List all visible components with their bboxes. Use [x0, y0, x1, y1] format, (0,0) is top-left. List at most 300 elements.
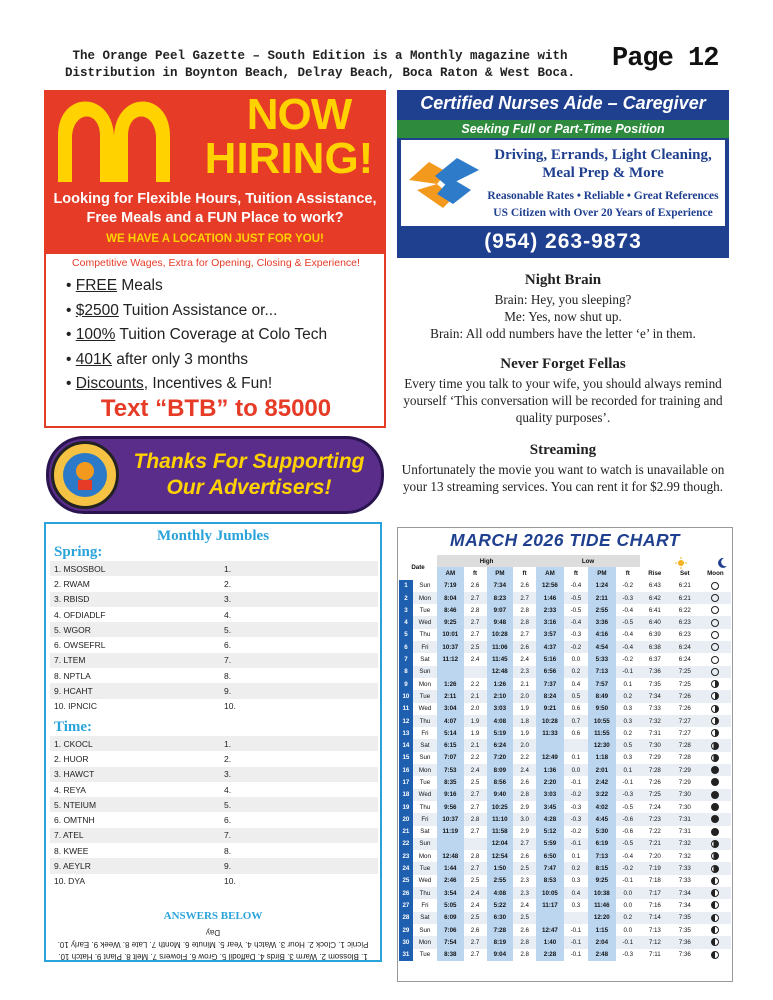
weekday: Thu: [419, 717, 431, 725]
low-am-ft: -0.3: [570, 815, 582, 823]
low-pm-time: 10:38: [588, 887, 616, 899]
low-am-time: 1:46: [536, 592, 564, 604]
low-pm-ft: -0.4: [622, 852, 634, 860]
sunset: 7:34: [678, 889, 691, 897]
sunrise: 7:30: [648, 742, 661, 750]
high-pm-time: 9:04: [487, 949, 514, 961]
tide-row: [399, 899, 731, 911]
benefit-item: • 401K after only 3 months: [66, 350, 249, 368]
low-pm-time: 9:50: [588, 703, 616, 715]
high-pm-ft: 2.3: [520, 668, 529, 676]
high-am-ft: 2.5: [470, 914, 480, 922]
high-am-ft: 2.1: [470, 692, 480, 700]
jumble-answer-blank[interactable]: 6.: [224, 815, 232, 826]
jumble-answer-blank[interactable]: 3.: [224, 769, 232, 780]
low-am-time: [536, 739, 564, 751]
high-pm-ft: 2.0: [520, 692, 529, 700]
low-pm-time: 1:15: [588, 924, 616, 936]
day-number: 17: [399, 776, 413, 788]
jumble-answer-blank[interactable]: 5.: [224, 799, 232, 810]
jumble-word: 8. NPTLA: [54, 670, 91, 681]
moon-phase-cell: [700, 666, 731, 678]
low-pm-ft: -0.3: [622, 594, 634, 602]
day-number: 31: [399, 949, 413, 961]
day-number: 6: [399, 641, 413, 653]
sunrise: 7:35: [648, 680, 661, 688]
weekday: Sat: [420, 656, 430, 664]
jumble-word: 4. REYA: [54, 784, 86, 795]
moon-phase-cell: [700, 629, 731, 641]
jumble-row: [50, 668, 378, 683]
moon-phase-icon: [711, 926, 719, 934]
high-am-time: 8:35: [437, 776, 464, 788]
weekday: Thu: [419, 631, 431, 639]
jumble-row: [50, 767, 378, 782]
answers-upside-down: 1. Blossom 2. Warm 3. Birds 4. Daffodil 5. Grow 6. Flowers 7. Melt 8. Plant 9. Hatch 10. Picnic 1. Clock 2. Hour 3. Watch 4. Year 5. Minute 6. Month 7. Late 8. Week 9. Early 10. Day: [57, 928, 369, 961]
low-pm-time: 7:57: [588, 678, 616, 690]
high-am-time: 2:46: [437, 875, 464, 887]
high-am-ft: 2.7: [470, 938, 480, 946]
low-pm-ft: 0.1: [623, 766, 633, 774]
high-am-time: 3:54: [437, 887, 464, 899]
moon-phase-icon: [711, 766, 719, 774]
low-am-ft: 0.1: [571, 852, 581, 860]
moon-phase-cell: [700, 592, 731, 604]
jumble-answer-blank[interactable]: 10.: [224, 701, 236, 712]
high-am-ft: 2.2: [470, 754, 480, 762]
low-am-ft: -0.3: [570, 803, 582, 811]
low-pm-time: 3:36: [588, 616, 616, 628]
jumble-answer-blank[interactable]: 6.: [224, 640, 232, 651]
high-am-time: 7:07: [437, 752, 464, 764]
weekday: Tue: [419, 778, 431, 786]
high-am-ft: 2.7: [470, 631, 480, 639]
low-am-time: 7:37: [536, 678, 564, 690]
sunset: 7:36: [678, 938, 691, 946]
high-am-ft: 2.0: [470, 705, 480, 713]
weekday: Tue: [419, 692, 431, 700]
weekday: Tue: [419, 606, 431, 614]
low-pm-ft: -0.1: [622, 778, 634, 786]
tide-row: [399, 862, 731, 874]
weekday: Sat: [420, 914, 430, 922]
low-am-time: 2:33: [536, 604, 564, 616]
high-am-ft: 2.6: [470, 582, 480, 590]
jumble-answer-blank[interactable]: 5.: [224, 624, 232, 635]
services-text: [483, 146, 723, 182]
tide-row: [399, 678, 731, 690]
tide-row: [399, 924, 731, 936]
sunset: 7:27: [678, 717, 691, 725]
high-am-time: 5:14: [437, 727, 464, 739]
moon-phase-cell: [700, 875, 731, 887]
high-pm-ft: 2.3: [520, 877, 529, 885]
moon-header: Moon: [707, 569, 724, 577]
weekday: Mon: [418, 938, 431, 946]
moon-phase-cell: [700, 678, 731, 690]
high-pm-ft: 2.9: [520, 803, 529, 811]
day-number: 19: [399, 801, 413, 813]
caregiver-ad[interactable]: [397, 90, 729, 258]
jumble-answer-blank[interactable]: 7.: [224, 655, 232, 666]
jumble-row: [50, 858, 378, 873]
moon-phase-cell: [700, 862, 731, 874]
weekday: Tue: [419, 951, 431, 959]
high-pm-ft: 2.8: [520, 619, 529, 627]
joke-never-forget: [397, 356, 729, 426]
low-am-time: 11:17: [536, 899, 564, 911]
moon-phase-cell: [700, 850, 731, 862]
sunset: 7:30: [678, 803, 691, 811]
jumble-word: 4. OFDIADLF: [54, 609, 106, 620]
low-pm-ft: -0.3: [622, 951, 634, 959]
moon-phase-icon: [711, 717, 719, 725]
golden-arches-logo: [52, 96, 182, 186]
jumble-row: [50, 683, 378, 698]
moon-phase-cell: [700, 838, 731, 850]
high-pm-time: 8:23: [487, 592, 514, 604]
sunset: 6:21: [678, 594, 691, 602]
moon-phase-cell: [700, 715, 731, 727]
high-pm-ft: 2.1: [520, 680, 529, 688]
low-am-time: 6:50: [536, 850, 564, 862]
low-pm-time: 4:45: [588, 813, 616, 825]
tide-row: [399, 752, 731, 764]
high-pm-time: 7:28: [487, 924, 514, 936]
sunrise: 7:14: [648, 914, 661, 922]
jumble-row: [50, 736, 378, 751]
high-pm-time: 11:45: [487, 653, 514, 665]
low-am-ft: [564, 739, 588, 751]
low-am-time: 5:59: [536, 838, 564, 850]
weekday: Fri: [421, 901, 429, 909]
sunset: 7:25: [678, 680, 691, 688]
day-number: 9: [399, 678, 413, 690]
low-am-time: 1:36: [536, 764, 564, 776]
handshake-icon: [407, 150, 481, 214]
high-am-ft: 2.8: [470, 852, 480, 860]
day-number: 2: [399, 592, 413, 604]
high-am-time: 1:44: [437, 862, 464, 874]
high-am-time: 10:37: [437, 641, 464, 653]
sunrise: 7:32: [648, 717, 661, 725]
high-pm-time: 9:07: [487, 604, 514, 616]
tide-table: [399, 555, 731, 961]
jumble-row: [50, 874, 378, 889]
low-am-ft: -0.1: [570, 840, 582, 848]
weekday: Mon: [418, 766, 431, 774]
high-am-ft: 2.7: [470, 594, 480, 602]
weekday: Mon: [418, 680, 431, 688]
benefit-item: • Discounts, Incentives & Fun!: [66, 375, 273, 392]
jumble-answer-blank[interactable]: 1.: [224, 738, 232, 749]
high-pm-time: 5:19: [487, 727, 514, 739]
low-am-ft: -0.5: [570, 594, 582, 602]
low-pm-ft: 0.1: [623, 680, 633, 688]
high-am-ft: 2.4: [470, 656, 480, 664]
low-pm-ft: 0.5: [623, 742, 633, 750]
low-am-ft: 0.5: [571, 692, 581, 700]
weekday: Wed: [418, 619, 432, 627]
low-am-time: 4:28: [536, 813, 564, 825]
jumble-word: 5. WGOR: [54, 624, 91, 635]
sunrise: 7:11: [649, 951, 661, 959]
high-am-ft: 2.5: [470, 778, 480, 786]
sunrise: 7:17: [648, 889, 661, 897]
day-number: 11: [399, 703, 413, 715]
low-am-ft: 0.4: [571, 889, 581, 897]
tide-row: [399, 789, 731, 801]
day-number: 12: [399, 715, 413, 727]
moon-phase-cell: [700, 776, 731, 788]
high-am-time: 8:04: [437, 592, 464, 604]
moon-phase-icon: [711, 631, 719, 639]
jumble-word: 2. HUOR: [54, 753, 89, 764]
high-pm-ft: 2.4: [520, 901, 529, 909]
moon-phase-icon: [711, 951, 719, 959]
jumble-row: [50, 561, 378, 576]
joke-line: Every time you talk to your wife, you should always remind yourself ‘This conversation will be recorded for training and quality purposes’.: [403, 376, 723, 425]
day-number: 5: [399, 629, 413, 641]
low-pm-time: 2:55: [588, 604, 616, 616]
jumble-word: 2. RWAM: [54, 578, 90, 589]
high-am-time: 4:07: [437, 715, 464, 727]
moon-phase-icon: [711, 619, 719, 627]
tide-row: [399, 592, 731, 604]
low-pm-time: 8:15: [588, 862, 616, 874]
moon-phase-icon: [711, 791, 719, 799]
low-am-ft: -0.2: [570, 828, 582, 836]
tide-row: [399, 616, 731, 628]
day-number: 10: [399, 690, 413, 702]
low-pm-ft: 0.0: [623, 926, 633, 934]
jumble-answer-blank[interactable]: 10.: [224, 876, 236, 887]
high-pm-time: 8:19: [487, 936, 514, 948]
low-pm-time: 8:49: [588, 690, 616, 702]
moon-phase-icon: [711, 828, 719, 836]
ft-header: ft: [573, 569, 578, 577]
low-pm-ft: -0.4: [622, 631, 634, 639]
sunrise: 6:42: [648, 594, 661, 602]
tide-row: [399, 813, 731, 825]
low-pm-ft: -0.5: [622, 803, 634, 811]
high-pm-time: 12:48: [487, 666, 514, 678]
low-pm-ft: -0.3: [622, 791, 634, 799]
tide-row: [399, 703, 731, 715]
tide-row: [399, 850, 731, 862]
high-am-ft: [464, 666, 487, 678]
ft-header: ft: [473, 569, 478, 577]
weekday: Wed: [418, 877, 432, 885]
moon-phase-cell: [700, 826, 731, 838]
high-am-time: 7:19: [437, 580, 464, 592]
low-am-time: 5:12: [536, 826, 564, 838]
high-pm-time: 12:54: [487, 850, 514, 862]
low-am-ft: -0.1: [570, 926, 582, 934]
sunrise: 6:38: [648, 643, 661, 651]
high-pm-ft: 2.5: [520, 914, 529, 922]
weekday: Sun: [419, 840, 431, 848]
sunrise: 6:39: [648, 631, 661, 639]
high-pm-ft: 2.6: [520, 582, 529, 590]
tide-chart: [397, 527, 733, 982]
moon-phase-icon: [711, 668, 719, 676]
sunrise: 7:29: [648, 754, 661, 762]
low-pm-time: 2:01: [588, 764, 616, 776]
jumble-answer-blank[interactable]: 4.: [224, 609, 232, 620]
low-am-ft: 0.0: [571, 766, 581, 774]
set-header: Set: [679, 569, 690, 577]
tide-row: [399, 776, 731, 788]
jumble-word: 3. RBISD: [54, 594, 90, 605]
tide-row: [399, 715, 731, 727]
jumble-answer-blank[interactable]: 8.: [224, 845, 232, 856]
tide-row: [399, 838, 731, 850]
low-header: Low: [536, 555, 640, 567]
high-am-time: 2:11: [437, 690, 464, 702]
high-pm-time: 10:25: [487, 801, 514, 813]
high-am-ft: 2.2: [470, 680, 480, 688]
high-pm-ft: 2.4: [520, 656, 529, 664]
hiring-heading: HIRING!: [204, 134, 374, 183]
low-am-time: 4:37: [536, 641, 564, 653]
tide-row: [399, 764, 731, 776]
joke-line: Me: Yes, now shut up.: [504, 309, 622, 324]
high-am-ft: 2.8: [470, 606, 480, 614]
tide-row: [399, 580, 731, 592]
high-pm-ft: 2.7: [520, 631, 529, 639]
sunset: 7:29: [678, 778, 691, 786]
low-pm-time: 4:54: [588, 641, 616, 653]
low-am-ft: 0.6: [571, 705, 581, 713]
high-am-time: 11:12: [437, 653, 464, 665]
low-am-ft: 0.6: [571, 729, 581, 737]
sunrise: 7:22: [648, 828, 661, 836]
low-am-time: 12:49: [536, 752, 564, 764]
moon-phase-cell: [700, 924, 731, 936]
phone-number[interactable]: (954) 263-9873: [484, 230, 642, 253]
services-line-1: Driving, Errands, Light Cleaning,: [494, 147, 712, 163]
low-am-ft: -0.4: [570, 582, 582, 590]
moon-phase-icon: [711, 594, 719, 602]
low-am-ft: 0.2: [571, 865, 581, 873]
mcdonalds-ad[interactable]: [44, 90, 386, 254]
sunset: 6:24: [678, 643, 691, 651]
joke-line: Brain: All odd numbers have the letter ‘e’ in them.: [430, 326, 696, 341]
high-am-ft: 2.1: [470, 742, 480, 750]
low-am-time: 5:16: [536, 653, 564, 665]
low-pm-ft: -0.2: [622, 656, 634, 664]
day-number: 8: [399, 666, 413, 678]
sunset: 6:24: [678, 656, 691, 664]
text-to-apply[interactable]: Text “BTB” to 85000: [100, 395, 332, 422]
moon-phase-cell: [700, 641, 731, 653]
jumble-answer-blank[interactable]: 1.: [224, 563, 232, 574]
low-am-time: 11:33: [536, 727, 564, 739]
low-pm-ft: -0.5: [622, 619, 634, 627]
high-pm-ft: 2.3: [520, 889, 529, 897]
high-pm-time: 8:56: [487, 776, 514, 788]
low-am-ft: -0.3: [570, 631, 582, 639]
high-pm-ft: 2.4: [520, 766, 529, 774]
jumble-answer-blank[interactable]: 9.: [224, 861, 232, 872]
low-pm-ft: 0.0: [623, 901, 633, 909]
thanks-text: [119, 449, 379, 501]
high-pm-ft: 2.7: [520, 594, 529, 602]
sunset: 7:35: [678, 914, 691, 922]
moon-phase-cell: [700, 690, 731, 702]
sunset: 7:34: [678, 901, 691, 909]
high-pm-time: 1:26: [487, 678, 514, 690]
jumble-answer-blank[interactable]: 9.: [224, 686, 232, 697]
sunset: 7:25: [678, 668, 691, 676]
low-pm-ft: -0.4: [622, 606, 634, 614]
high-am-time: 5:05: [437, 899, 464, 911]
weekday: Fri: [421, 729, 429, 737]
moon-phase-icon: [711, 656, 719, 664]
low-am-time: 7:47: [536, 862, 564, 874]
moon-phase-icon: [711, 643, 719, 651]
low-am-time: 2:28: [536, 949, 564, 961]
sunset: 7:26: [678, 692, 691, 700]
high-pm-time: 11:06: [487, 641, 514, 653]
low-pm-ft: 0.2: [623, 914, 633, 922]
high-pm-time: 2:10: [487, 690, 514, 702]
jumble-word: 5. NTEIUM: [54, 799, 97, 810]
jumble-answer-blank[interactable]: 8.: [224, 670, 232, 681]
high-am-time: 9:25: [437, 616, 464, 628]
high-pm-time: 3:03: [487, 703, 514, 715]
sunrise: 7:13: [648, 926, 661, 934]
sunset: 7:26: [678, 705, 691, 713]
high-pm-ft: 2.7: [520, 840, 529, 848]
jumble-answer-blank[interactable]: 2.: [224, 753, 232, 764]
jumble-answer-blank[interactable]: 2.: [224, 578, 232, 589]
high-am-ft: 2.4: [470, 889, 480, 897]
tide-row: [399, 887, 731, 899]
jumble-answer-blank[interactable]: 4.: [224, 784, 232, 795]
weekday: Fri: [421, 643, 429, 651]
tide-row: [399, 912, 731, 924]
benefit-item: • $2500 Tuition Assistance or...: [66, 301, 278, 319]
low-am-time: 12:56: [536, 580, 564, 592]
day-number: 29: [399, 924, 413, 936]
low-am-time: 3:16: [536, 616, 564, 628]
low-am-ft: -0.1: [570, 778, 582, 786]
tide-row: [399, 949, 731, 961]
low-am-time: 10:28: [536, 715, 564, 727]
moon-phase-icon: [711, 815, 719, 823]
sunset: 7:31: [678, 815, 691, 823]
sunrise: 6:43: [648, 582, 661, 590]
tide-row: [399, 604, 731, 616]
low-pm-ft: 0.3: [623, 754, 633, 762]
high-am-ft: 2.7: [470, 791, 480, 799]
high-am-time: 10:01: [437, 629, 464, 641]
jumble-answer-blank[interactable]: 7.: [224, 830, 232, 841]
jumble-word: 6. OMTNH: [54, 815, 95, 826]
sunrise: 7:31: [648, 729, 661, 737]
low-pm-time: 2:42: [588, 776, 616, 788]
jumble-row: [50, 797, 378, 812]
high-pm-time: 9:40: [487, 789, 514, 801]
day-number: 14: [399, 739, 413, 751]
tide-chart-title: MARCH 2026 TIDE CHART: [450, 530, 680, 550]
high-am-ft: 2.7: [470, 828, 480, 836]
jumble-word: 1. MSOSBOL: [54, 563, 106, 574]
jumble-answer-blank[interactable]: 3.: [224, 594, 232, 605]
moon-phase-icon: [711, 877, 719, 885]
